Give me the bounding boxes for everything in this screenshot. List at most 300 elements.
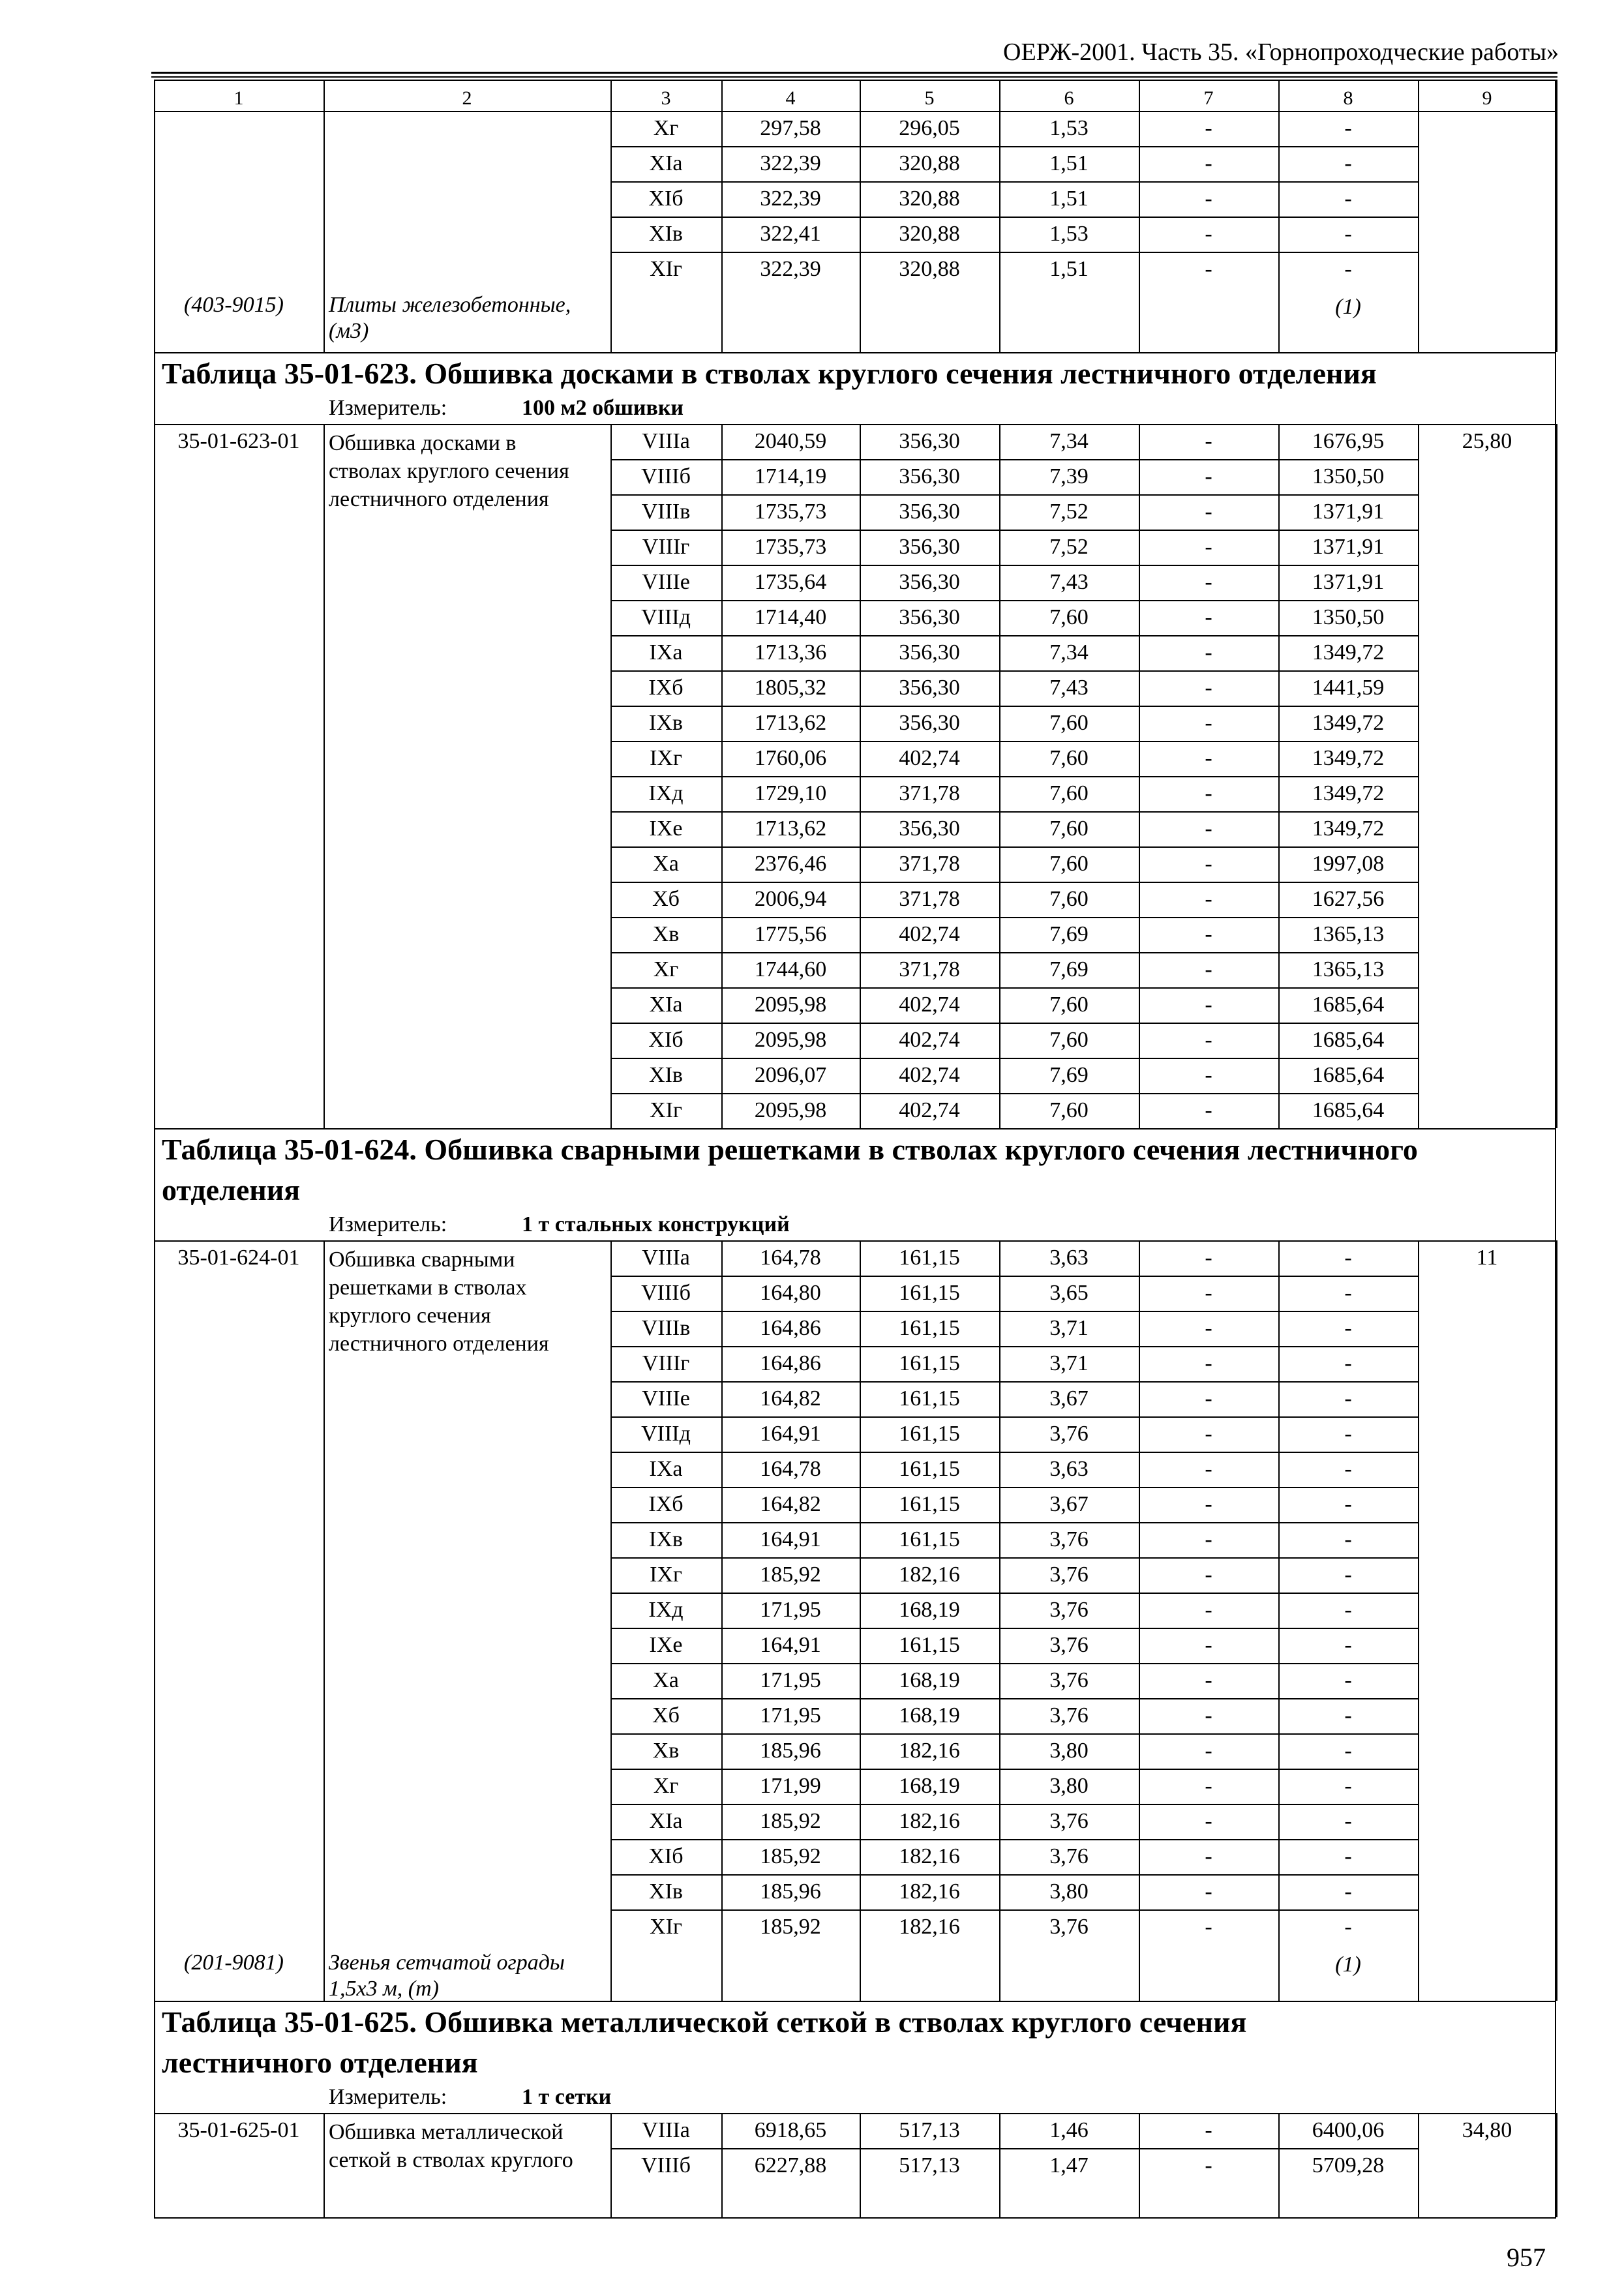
- cell-machine-cost: 3,76: [1049, 1527, 1089, 1551]
- cell-labor-cost: 356,30: [899, 570, 960, 594]
- cell-labor-cost: 371,78: [899, 852, 960, 876]
- cell-material-cost: 1441,59: [1312, 676, 1385, 700]
- cell-labor-cost: 356,30: [899, 535, 960, 559]
- cell-direct-cost: 297,58: [760, 116, 821, 140]
- cell-machinist-wage: -: [1205, 1879, 1212, 1904]
- cell-machinist-wage: -: [1205, 1598, 1212, 1622]
- cell-labor-cost: 320,88: [899, 257, 960, 281]
- cell-labor-cost: 402,74: [899, 1028, 960, 1052]
- cell-direct-cost: 185,96: [760, 1879, 821, 1904]
- cell-material-cost: 1371,91: [1312, 535, 1385, 559]
- cell-machinist-wage: -: [1205, 993, 1212, 1017]
- cell-direct-cost: 1735,73: [754, 535, 827, 559]
- cell-labor-cost: 182,16: [899, 1915, 960, 1939]
- cell-soil-category: XIв: [649, 1063, 683, 1087]
- cell-machine-cost: 7,60: [1049, 711, 1089, 735]
- grid-line-v: [1418, 424, 1419, 1128]
- cell-material-cost: -: [1344, 116, 1352, 140]
- cell-machinist-wage: -: [1205, 1316, 1212, 1340]
- cell-soil-category: IXa: [649, 640, 683, 665]
- cell-direct-cost: 6918,65: [754, 2118, 827, 2142]
- cell-machinist-wage: -: [1205, 187, 1212, 211]
- cell-machine-cost: 7,43: [1049, 570, 1089, 594]
- cell-machinist-wage: -: [1205, 1915, 1212, 1939]
- grid-line-v: [999, 2113, 1000, 2217]
- cell-material-cost: 1685,64: [1312, 1063, 1385, 1087]
- work-name: Обшивка досками в: [329, 431, 517, 455]
- table-title: Таблица 35-01-623. Обшивка досками в стволах круглого сечения лестничного отделения: [162, 357, 1377, 390]
- grid-line-v: [154, 111, 155, 352]
- work-name: решетками в стволах: [329, 1276, 527, 1300]
- measure-value: 100 м2 обшивки: [522, 396, 684, 420]
- grid-line-v: [721, 80, 723, 111]
- cell-material-cost: 1365,13: [1312, 922, 1385, 946]
- table-title: Таблица 35-01-625. Обшивка металлической сеткой в стволах круглого сечения: [162, 2005, 1247, 2039]
- cell-machinist-wage: -: [1205, 1809, 1212, 1833]
- cell-material-cost: -: [1344, 1774, 1352, 1798]
- work-name: лестничного отделения: [329, 487, 549, 511]
- cell-machinist-wage: -: [1205, 1774, 1212, 1798]
- grid-line-v: [610, 424, 612, 1128]
- cell-direct-cost: 171,95: [760, 1598, 821, 1622]
- grid-line-v: [323, 2113, 325, 2217]
- cell-machine-cost: 7,60: [1049, 1028, 1089, 1052]
- cell-material-cost: -: [1344, 222, 1352, 246]
- cell-direct-cost: 1714,40: [754, 605, 827, 629]
- page-header-title: ОЕРЖ-2001. Часть 35. «Горнопроходческие работы»: [1003, 38, 1559, 66]
- cell-labor-cost: 161,15: [899, 1457, 960, 1481]
- cell-material-cost: 5709,28: [1312, 2153, 1385, 2177]
- cell-direct-cost: 164,82: [760, 1386, 821, 1411]
- cell-machinist-wage: -: [1205, 605, 1212, 629]
- cell-machinist-wage: -: [1205, 116, 1212, 140]
- header-rule: [151, 76, 1557, 78]
- cell-soil-category: VIIIг: [642, 535, 690, 559]
- cell-direct-cost: 185,96: [760, 1739, 821, 1763]
- cell-direct-cost: 6227,88: [754, 2153, 827, 2177]
- cell-labor-cost: 161,15: [899, 1527, 960, 1551]
- cell-direct-cost: 164,78: [760, 1457, 821, 1481]
- cell-machinist-wage: -: [1205, 464, 1212, 488]
- cell-machine-cost: 7,60: [1049, 852, 1089, 876]
- cell-machine-cost: 3,71: [1049, 1351, 1089, 1375]
- cell-soil-category: XIв: [649, 222, 683, 246]
- cell-machinist-wage: -: [1205, 1633, 1212, 1657]
- cell-soil-category: VIIIб: [641, 1281, 691, 1305]
- cell-machine-cost: 3,80: [1049, 1774, 1089, 1798]
- cell-labor-cost: 402,74: [899, 922, 960, 946]
- grid-line-v: [999, 111, 1000, 352]
- cell-machine-cost: 1,51: [1049, 187, 1089, 211]
- material-quantity: (1): [1335, 295, 1361, 319]
- cell-soil-category: IXб: [648, 1492, 684, 1516]
- column-9-value: 11: [1476, 1246, 1498, 1270]
- cell-labor-cost: 182,16: [899, 1739, 960, 1763]
- column-number-4: 4: [785, 87, 796, 109]
- cell-material-cost: 1349,72: [1312, 746, 1385, 770]
- grid-line-v: [1139, 80, 1140, 111]
- cell-machine-cost: 3,76: [1049, 1809, 1089, 1833]
- cell-soil-category: IXв: [649, 711, 683, 735]
- cell-material-cost: -: [1344, 1633, 1352, 1657]
- cell-direct-cost: 164,86: [760, 1351, 821, 1375]
- cell-direct-cost: 322,39: [760, 257, 821, 281]
- cell-machine-cost: 7,60: [1049, 993, 1089, 1017]
- cell-labor-cost: 356,30: [899, 605, 960, 629]
- cell-machine-cost: 1,51: [1049, 257, 1089, 281]
- cell-machinist-wage: -: [1205, 781, 1212, 805]
- column-number-3: 3: [661, 87, 671, 109]
- grid-line-v: [610, 2113, 612, 2217]
- cell-machinist-wage: -: [1205, 2153, 1212, 2177]
- column-number-8: 8: [1343, 87, 1353, 109]
- cell-material-cost: -: [1344, 1563, 1352, 1587]
- column-number-2: 2: [462, 87, 472, 109]
- cell-labor-cost: 402,74: [899, 1098, 960, 1122]
- cell-soil-category: VIIIб: [641, 464, 691, 488]
- cell-machine-cost: 1,53: [1049, 222, 1089, 246]
- grid-line-v: [860, 2113, 861, 2217]
- cell-labor-cost: 168,19: [899, 1668, 960, 1692]
- cell-machinist-wage: -: [1205, 535, 1212, 559]
- grid-line-v: [323, 80, 325, 111]
- cell-direct-cost: 185,92: [760, 1844, 821, 1868]
- cell-direct-cost: 1760,06: [754, 746, 827, 770]
- cell-labor-cost: 161,15: [899, 1492, 960, 1516]
- cell-soil-category: Xa: [653, 1668, 679, 1692]
- work-name: стволах круглого сечения: [329, 459, 569, 483]
- cell-machinist-wage: -: [1205, 676, 1212, 700]
- cell-direct-cost: 322,41: [760, 222, 821, 246]
- cell-labor-cost: 320,88: [899, 222, 960, 246]
- cell-soil-category: XIг: [650, 1098, 682, 1122]
- cell-labor-cost: 161,15: [899, 1351, 960, 1375]
- cell-machinist-wage: -: [1205, 1527, 1212, 1551]
- cell-material-cost: -: [1344, 1351, 1352, 1375]
- grid-line-v: [1278, 111, 1280, 352]
- grid-line-v: [721, 424, 723, 1128]
- cell-material-cost: 1349,72: [1312, 781, 1385, 805]
- cell-machine-cost: 3,80: [1049, 1739, 1089, 1763]
- cell-labor-cost: 320,88: [899, 151, 960, 175]
- column-number-1: 1: [233, 87, 244, 109]
- material-name: 1,5х3 м, (т): [329, 1977, 439, 2001]
- cell-machine-cost: 3,76: [1049, 1844, 1089, 1868]
- cell-direct-cost: 185,92: [760, 1809, 821, 1833]
- cell-machinist-wage: -: [1205, 922, 1212, 946]
- cell-material-cost: -: [1344, 1386, 1352, 1411]
- cell-labor-cost: 182,16: [899, 1844, 960, 1868]
- cell-machinist-wage: -: [1205, 816, 1212, 841]
- cell-machinist-wage: -: [1205, 640, 1212, 665]
- cell-machine-cost: 3,76: [1049, 1668, 1089, 1692]
- table-title: отделения: [162, 1173, 301, 1206]
- cell-labor-cost: 356,30: [899, 464, 960, 488]
- cell-direct-cost: 1744,60: [754, 957, 827, 981]
- cell-machine-cost: 7,69: [1049, 1063, 1089, 1087]
- cell-material-cost: -: [1344, 1492, 1352, 1516]
- cell-labor-cost: 161,15: [899, 1246, 960, 1270]
- cell-material-cost: 1371,91: [1312, 570, 1385, 594]
- cell-material-cost: -: [1344, 1915, 1352, 1939]
- work-name: Обшивка сварными: [329, 1248, 515, 1272]
- cell-labor-cost: 371,78: [899, 957, 960, 981]
- cell-labor-cost: 402,74: [899, 746, 960, 770]
- cell-direct-cost: 1714,19: [754, 464, 827, 488]
- grid-line-v: [1139, 424, 1140, 1128]
- cell-direct-cost: 2006,94: [754, 887, 827, 911]
- cell-material-cost: 1371,91: [1312, 500, 1385, 524]
- cell-labor-cost: 161,15: [899, 1422, 960, 1446]
- cell-direct-cost: 2376,46: [754, 852, 827, 876]
- cell-soil-category: Xг: [653, 116, 679, 140]
- cell-direct-cost: 2096,07: [754, 1063, 827, 1087]
- cell-material-cost: -: [1344, 1668, 1352, 1692]
- column-9-value: 25,80: [1462, 429, 1512, 453]
- cell-soil-category: XIв: [649, 1879, 683, 1904]
- cell-labor-cost: 168,19: [899, 1598, 960, 1622]
- cell-soil-category: XIa: [649, 993, 683, 1017]
- cell-machinist-wage: -: [1205, 1281, 1212, 1305]
- cell-machine-cost: 7,60: [1049, 816, 1089, 841]
- grid-line-v: [999, 1240, 1000, 2001]
- cell-soil-category: VIIIa: [642, 1246, 690, 1270]
- measure-value: 1 т сетки: [522, 2085, 612, 2109]
- cell-machinist-wage: -: [1205, 222, 1212, 246]
- material-code: (201-9081): [184, 1951, 284, 1975]
- cell-direct-cost: 1775,56: [754, 922, 827, 946]
- cell-material-cost: -: [1344, 1457, 1352, 1481]
- cell-labor-cost: 161,15: [899, 1281, 960, 1305]
- grid-line-v: [154, 424, 155, 1128]
- cell-direct-cost: 2095,98: [754, 1098, 827, 1122]
- cell-soil-category: IXд: [648, 1598, 684, 1622]
- cell-soil-category: VIIIд: [641, 605, 691, 629]
- cell-direct-cost: 2095,98: [754, 993, 827, 1017]
- table-code: 35-01-623-01: [177, 429, 300, 453]
- cell-labor-cost: 161,15: [899, 1633, 960, 1657]
- header-rule: [151, 72, 1557, 74]
- grid-line-v: [323, 111, 325, 352]
- cell-machinist-wage: -: [1205, 1563, 1212, 1587]
- cell-soil-category: VIIIe: [642, 570, 690, 594]
- grid-line-v: [610, 1240, 612, 2001]
- cell-material-cost: -: [1344, 1316, 1352, 1340]
- cell-labor-cost: 371,78: [899, 887, 960, 911]
- grid-line-v: [1139, 111, 1140, 352]
- cell-material-cost: 1685,64: [1312, 1098, 1385, 1122]
- cell-machine-cost: 3,65: [1049, 1281, 1089, 1305]
- cell-machinist-wage: -: [1205, 1739, 1212, 1763]
- grid-line-v: [1556, 111, 1557, 352]
- cell-soil-category: IXг: [650, 746, 682, 770]
- cell-labor-cost: 168,19: [899, 1774, 960, 1798]
- grid-line-v: [860, 80, 861, 111]
- work-name: круглого сечения: [329, 1304, 491, 1328]
- cell-machine-cost: 7,69: [1049, 922, 1089, 946]
- cell-direct-cost: 164,91: [760, 1527, 821, 1551]
- cell-soil-category: XIг: [650, 257, 682, 281]
- cell-direct-cost: 164,86: [760, 1316, 821, 1340]
- grid-line-v: [1556, 424, 1557, 1128]
- cell-soil-category: IXa: [649, 1457, 683, 1481]
- grid-line-v: [860, 1240, 861, 2001]
- grid-line-v: [610, 111, 612, 352]
- cell-machine-cost: 7,34: [1049, 640, 1089, 665]
- cell-machine-cost: 7,60: [1049, 781, 1089, 805]
- grid-line-v: [1418, 111, 1419, 352]
- cell-soil-category: VIIIб: [641, 2153, 691, 2177]
- grid-line-v: [721, 2113, 723, 2217]
- cell-direct-cost: 1713,36: [754, 640, 827, 665]
- grid-line-v: [1139, 1240, 1140, 2001]
- cell-machinist-wage: -: [1205, 570, 1212, 594]
- cell-direct-cost: 1805,32: [754, 676, 827, 700]
- cell-material-cost: 1685,64: [1312, 993, 1385, 1017]
- column-number-7: 7: [1203, 87, 1214, 109]
- cell-direct-cost: 185,92: [760, 1915, 821, 1939]
- cell-direct-cost: 2040,59: [754, 429, 827, 453]
- measure-label: Измеритель:: [329, 2085, 447, 2109]
- grid-line-v: [1278, 424, 1280, 1128]
- cell-machine-cost: 7,52: [1049, 500, 1089, 524]
- cell-labor-cost: 371,78: [899, 781, 960, 805]
- cell-soil-category: VIIIг: [642, 1351, 690, 1375]
- table-title: Таблица 35-01-624. Обшивка сварными решетками в стволах круглого сечения лестничного: [162, 1133, 1418, 1166]
- cell-machine-cost: 1,51: [1049, 151, 1089, 175]
- cell-soil-category: IXв: [649, 1527, 683, 1551]
- cell-direct-cost: 1713,62: [754, 816, 827, 841]
- cell-material-cost: 1349,72: [1312, 711, 1385, 735]
- cell-material-cost: 1349,72: [1312, 640, 1385, 665]
- cell-soil-category: Xa: [653, 852, 679, 876]
- cell-machinist-wage: -: [1205, 500, 1212, 524]
- cell-direct-cost: 164,91: [760, 1633, 821, 1657]
- work-name: лестничного отделения: [329, 1332, 549, 1356]
- grid-line-v: [154, 1240, 155, 2001]
- cell-material-cost: 1997,08: [1312, 852, 1385, 876]
- cell-labor-cost: 168,19: [899, 1703, 960, 1728]
- cell-material-cost: 1627,56: [1312, 887, 1385, 911]
- material-quantity: (1): [1335, 1952, 1361, 1977]
- cell-material-cost: -: [1344, 151, 1352, 175]
- cell-direct-cost: 185,92: [760, 1563, 821, 1587]
- cell-soil-category: XIa: [649, 1809, 683, 1833]
- cell-machinist-wage: -: [1205, 1028, 1212, 1052]
- cell-labor-cost: 161,15: [899, 1386, 960, 1411]
- cell-labor-cost: 402,74: [899, 1063, 960, 1087]
- cell-labor-cost: 320,88: [899, 187, 960, 211]
- grid-line-v: [1278, 80, 1280, 111]
- cell-direct-cost: 322,39: [760, 187, 821, 211]
- cell-material-cost: 1350,50: [1312, 464, 1385, 488]
- material-code: (403-9015): [184, 293, 284, 317]
- cell-material-cost: -: [1344, 1879, 1352, 1904]
- cell-labor-cost: 356,30: [899, 500, 960, 524]
- cell-machine-cost: 7,60: [1049, 887, 1089, 911]
- cell-soil-category: IXд: [648, 781, 684, 805]
- cell-direct-cost: 1735,64: [754, 570, 827, 594]
- cell-material-cost: -: [1344, 1527, 1352, 1551]
- cell-direct-cost: 1713,62: [754, 711, 827, 735]
- cell-material-cost: -: [1344, 257, 1352, 281]
- cell-soil-category: Xг: [653, 957, 679, 981]
- work-name: сеткой в стволах круглого: [329, 2148, 573, 2172]
- cell-material-cost: 1349,72: [1312, 816, 1385, 841]
- cell-labor-cost: 356,30: [899, 711, 960, 735]
- cell-direct-cost: 1735,73: [754, 500, 827, 524]
- cell-labor-cost: 356,30: [899, 676, 960, 700]
- cell-machinist-wage: -: [1205, 1844, 1212, 1868]
- cell-machinist-wage: -: [1205, 887, 1212, 911]
- cell-machine-cost: 3,71: [1049, 1316, 1089, 1340]
- cell-soil-category: IXe: [649, 816, 683, 841]
- cell-machine-cost: 3,76: [1049, 1422, 1089, 1446]
- cell-machinist-wage: -: [1205, 711, 1212, 735]
- cell-direct-cost: 171,95: [760, 1703, 821, 1728]
- cell-machine-cost: 7,52: [1049, 535, 1089, 559]
- cell-material-cost: -: [1344, 1703, 1352, 1728]
- cell-machinist-wage: -: [1205, 2118, 1212, 2142]
- grid-line-v: [1278, 2113, 1280, 2217]
- cell-labor-cost: 356,30: [899, 429, 960, 453]
- cell-soil-category: Xв: [652, 1739, 680, 1763]
- cell-machinist-wage: -: [1205, 1351, 1212, 1375]
- cell-machine-cost: 3,76: [1049, 1633, 1089, 1657]
- measure-value: 1 т стальных конструкций: [522, 1212, 790, 1236]
- cell-soil-category: XIг: [650, 1915, 682, 1939]
- cell-material-cost: -: [1344, 1598, 1352, 1622]
- cell-machinist-wage: -: [1205, 429, 1212, 453]
- cell-material-cost: -: [1344, 1281, 1352, 1305]
- cell-machine-cost: 3,67: [1049, 1492, 1089, 1516]
- cell-machine-cost: 3,76: [1049, 1703, 1089, 1728]
- cell-soil-category: VIIIв: [641, 1316, 691, 1340]
- cell-machine-cost: 7,39: [1049, 464, 1089, 488]
- cell-material-cost: -: [1344, 1739, 1352, 1763]
- cell-material-cost: -: [1344, 1246, 1352, 1270]
- cell-soil-category: VIIIд: [641, 1422, 691, 1446]
- cell-machine-cost: 3,76: [1049, 1563, 1089, 1587]
- grid-line-v: [1556, 1240, 1557, 2001]
- cell-machine-cost: 1,47: [1049, 2153, 1089, 2177]
- cell-machine-cost: 7,69: [1049, 957, 1089, 981]
- grid-line-v: [1278, 1240, 1280, 2001]
- cell-machine-cost: 3,63: [1049, 1246, 1089, 1270]
- cell-machinist-wage: -: [1205, 746, 1212, 770]
- grid-line-v: [999, 424, 1000, 1128]
- cell-machine-cost: 7,43: [1049, 676, 1089, 700]
- cell-direct-cost: 164,80: [760, 1281, 821, 1305]
- cell-machinist-wage: -: [1205, 1063, 1212, 1087]
- cell-soil-category: Xг: [653, 1774, 679, 1798]
- cell-direct-cost: 171,99: [760, 1774, 821, 1798]
- table-title: лестничного отделения: [162, 2046, 478, 2079]
- cell-labor-cost: 517,13: [899, 2153, 960, 2177]
- cell-machinist-wage: -: [1205, 1492, 1212, 1516]
- grid-line-v: [999, 80, 1000, 111]
- cell-soil-category: XIa: [649, 151, 683, 175]
- cell-machinist-wage: -: [1205, 1703, 1212, 1728]
- page-number: 957: [1507, 2243, 1546, 2272]
- cell-labor-cost: 182,16: [899, 1809, 960, 1833]
- work-name: Обшивка металлической: [329, 2120, 564, 2144]
- grid-line-v: [154, 80, 155, 111]
- cell-machine-cost: 7,60: [1049, 1098, 1089, 1122]
- cell-material-cost: 6400,06: [1312, 2118, 1385, 2142]
- cell-machinist-wage: -: [1205, 151, 1212, 175]
- cell-labor-cost: 182,16: [899, 1879, 960, 1904]
